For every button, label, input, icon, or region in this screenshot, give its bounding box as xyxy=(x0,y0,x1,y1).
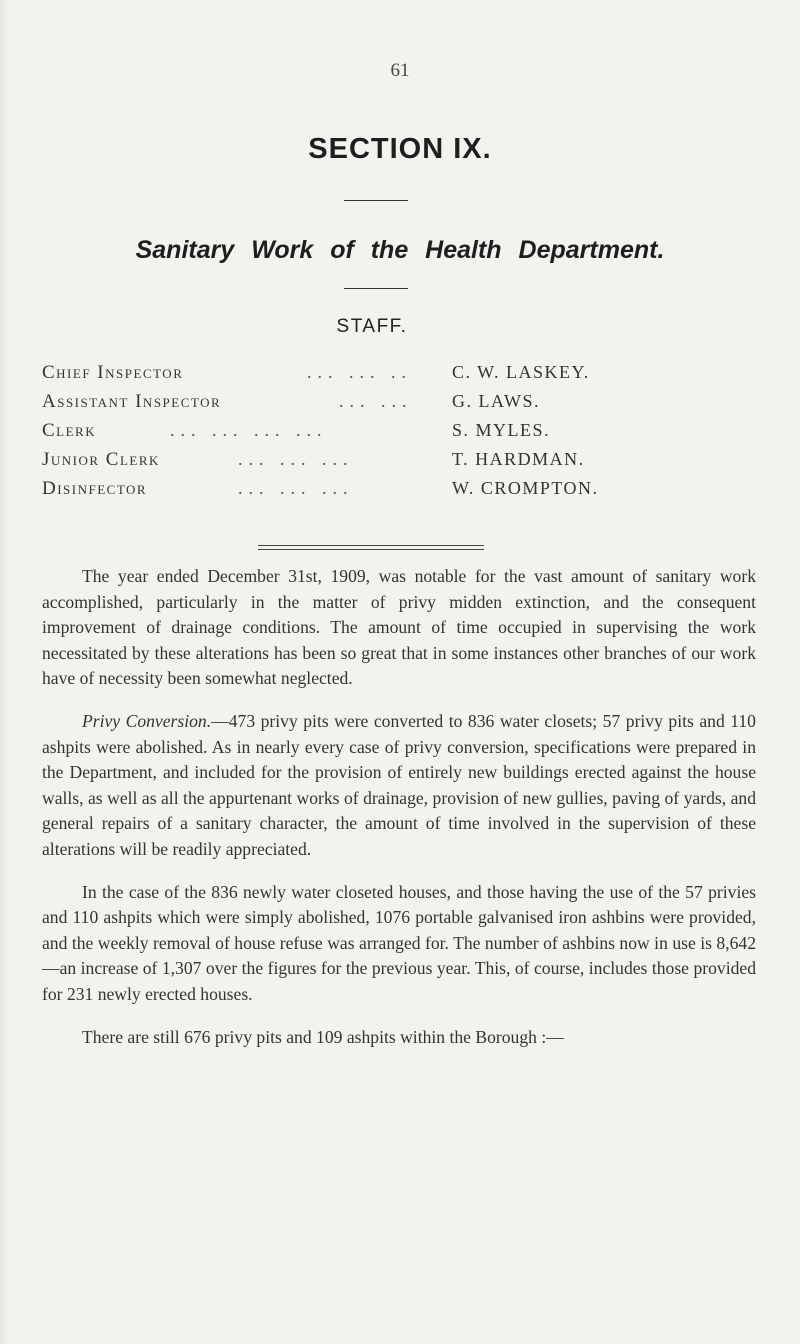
staff-role: Disinfector xyxy=(42,478,148,499)
divider-double-rule-bottom xyxy=(258,549,484,550)
paragraph-body: —473 privy pits were converted to 836 water closets; 57 privy pits and 110 ashpits were abolished. As in nearly every case of privy conversion, specifications were prepared in the Department, and included for the provision of entirely new buildings erected against the house walls, as well as all the appurtenant works of drainage, provision of new gullies, paving of yards, and general repairs of a sanitary character, the amount of time involved in the supervision of these alterations will be readily appreciated. xyxy=(42,710,756,859)
divider-rule xyxy=(344,200,408,201)
paragraph xyxy=(42,709,756,863)
staff-role: Chief Inspector xyxy=(42,362,184,383)
section-heading: SECTION IX. xyxy=(308,133,492,165)
staff-leader-dots: ... ... .. xyxy=(307,362,412,382)
staff-row xyxy=(42,449,682,478)
staff-leader-dots: ... ... xyxy=(339,391,413,411)
staff-name: T. HARDMAN. xyxy=(452,449,585,469)
paragraph: There are still 676 privy pits and 109 ashpits within the Borough :— xyxy=(82,1026,564,1047)
staff-row xyxy=(42,391,682,420)
section-subtitle: Sanitary Work of the Health Department. xyxy=(135,236,665,264)
staff-name: G. LAWS. xyxy=(452,391,541,411)
staff-row xyxy=(42,362,682,391)
staff-name: S. MYLES. xyxy=(452,420,551,440)
divider-rule xyxy=(344,288,408,289)
body-text xyxy=(42,564,756,1067)
staff-leader-dots: ... ... ... ... xyxy=(170,420,328,440)
staff-list xyxy=(42,362,682,507)
staff-role: Assistant Inspector xyxy=(42,391,222,412)
staff-leader-dots: ... ... ... xyxy=(238,449,354,469)
staff-name: C. W. LASKEY. xyxy=(452,362,590,382)
paragraph: The year ended December 31st, 1909, was notable for the vast amount of sanitary work accomplished, particularly in the matter of privy midden extinction, and the consequent improvement of drainage conditions. The amount of time occupied in supervising the work necessitated by these alterations has been so great that in some instances other branches of our work have of necessity been somewhat neglected. xyxy=(42,566,756,689)
paragraph-heading: Privy Conversion. xyxy=(82,710,212,731)
staff-row xyxy=(42,420,682,449)
staff-role: Junior Clerk xyxy=(42,449,160,470)
page-number: 61 xyxy=(390,60,410,81)
page-edge-shadow xyxy=(0,0,10,1344)
staff-heading: STAFF. xyxy=(336,316,408,337)
divider-double-rule-top xyxy=(258,545,484,546)
paragraph: In the case of the 836 newly water closeted houses, and those having the use of the 57 privies and 110 ashpits which were simply abolished, 1076 portable galvanised iron ashbins were provided, and the weekly removal of house refuse was arranged for. The number of ashbins now in use is 8,642—an increase of 1,307 over the figures for the previous year. This, of course, includes those provided for 231 newly erected houses. xyxy=(42,881,756,1004)
staff-name: W. CROMPTON. xyxy=(452,478,599,498)
staff-role: Clerk xyxy=(42,420,97,441)
staff-row xyxy=(42,478,682,507)
staff-leader-dots: ... ... ... xyxy=(238,478,354,498)
